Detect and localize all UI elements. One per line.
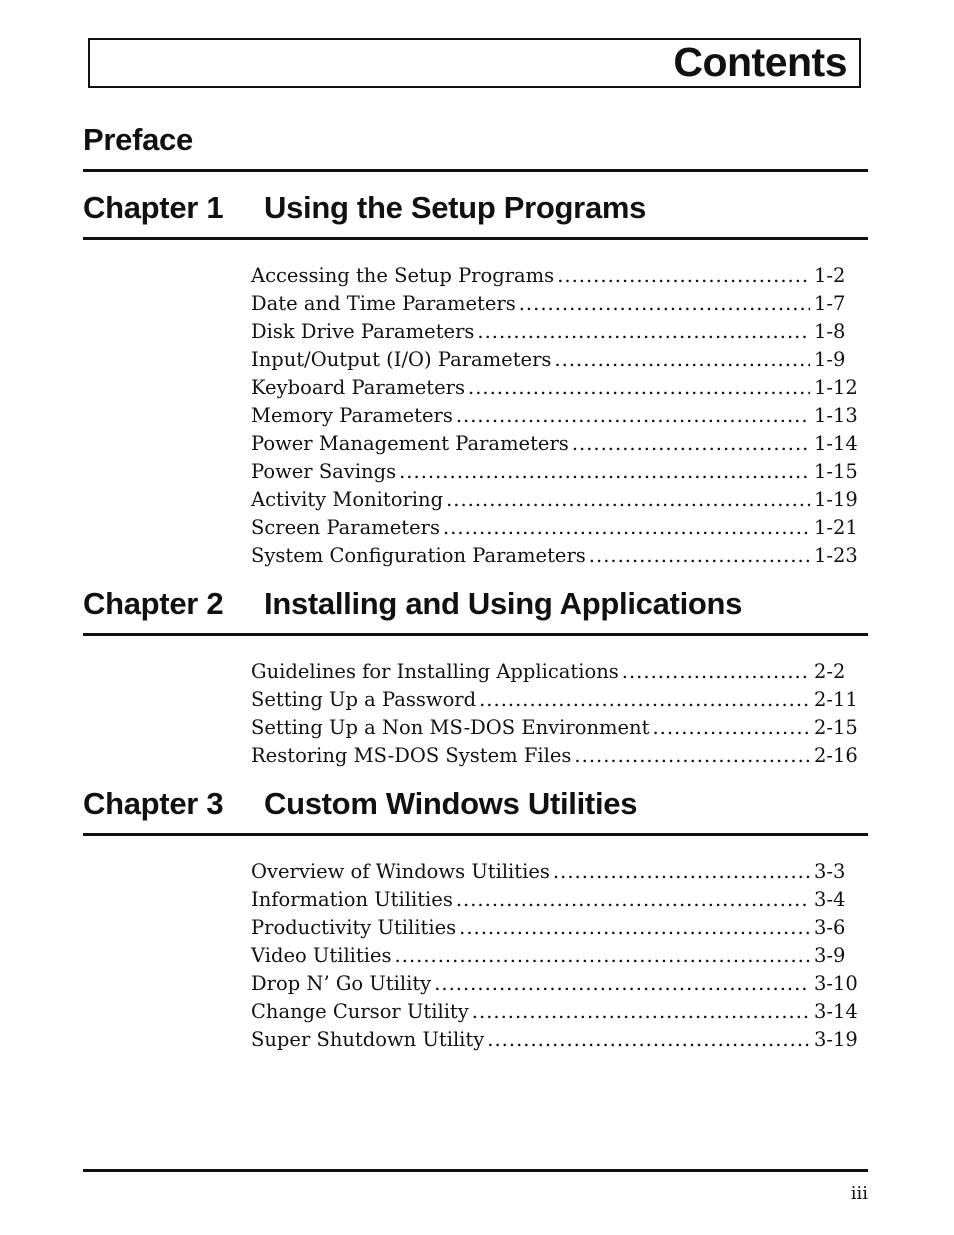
entry-label: Accessing the Setup Programs — [251, 264, 555, 287]
entry-page: 1-14 — [814, 432, 858, 455]
entry-label: Overview of Windows Utilities — [251, 860, 550, 883]
toc-entry[interactable] — [251, 514, 864, 542]
entry-page: 3-9 — [814, 944, 846, 967]
chapter-3-heading[interactable] — [83, 786, 868, 836]
toc-entry[interactable] — [251, 942, 864, 970]
dot-leader — [652, 714, 810, 742]
dot-leader — [459, 914, 810, 942]
entry-page: 1-13 — [814, 404, 858, 427]
chapter-2-entries — [251, 658, 864, 770]
dot-leader — [589, 542, 810, 570]
page-number: iii — [850, 1183, 868, 1204]
dot-leader — [468, 374, 810, 402]
dot-leader — [456, 886, 810, 914]
dot-leader — [572, 430, 810, 458]
toc-entry[interactable] — [251, 742, 864, 770]
entry-label: Video Utilities — [251, 944, 392, 967]
toc-entry[interactable] — [251, 290, 864, 318]
chapter-1-heading[interactable] — [83, 190, 868, 240]
toc-entry[interactable] — [251, 1026, 864, 1054]
entry-page: 2-15 — [814, 716, 858, 739]
toc-entry[interactable] — [251, 858, 864, 886]
toc-entry[interactable] — [251, 486, 864, 514]
entry-label: Super Shutdown Utility — [251, 1028, 485, 1051]
dot-leader — [487, 1026, 810, 1054]
entry-label: Input/Output (I/O) Parameters — [251, 348, 552, 371]
entry-label: Activity Monitoring — [251, 488, 444, 511]
entry-page: 3-14 — [814, 1000, 858, 1023]
entry-label: Disk Drive Parameters — [251, 320, 475, 343]
dot-leader — [479, 686, 810, 714]
dot-leader — [553, 858, 810, 886]
toc-entry[interactable] — [251, 970, 864, 998]
entry-label: Date and Time Parameters — [251, 292, 516, 315]
toc-entry[interactable] — [251, 542, 864, 570]
footer-rule — [83, 1169, 868, 1172]
preface-label: Preface — [83, 122, 193, 157]
chapter-title: Using the Setup Programs — [264, 190, 647, 225]
toc-entry[interactable] — [251, 402, 864, 430]
toc-entry[interactable] — [251, 458, 864, 486]
entry-page: 1-23 — [814, 544, 858, 567]
entry-page: 2-16 — [814, 744, 858, 767]
toc-entry[interactable] — [251, 318, 864, 346]
dot-leader — [443, 514, 810, 542]
entry-page: 1-15 — [814, 460, 858, 483]
dot-leader — [399, 458, 810, 486]
entry-page: 3-4 — [814, 888, 846, 911]
dot-leader — [446, 486, 810, 514]
entry-label: Memory Parameters — [251, 404, 453, 427]
entry-label: Setting Up a Password — [251, 688, 477, 711]
entry-page: 1-7 — [814, 292, 846, 315]
preface-heading[interactable] — [83, 122, 868, 172]
toc-entry[interactable] — [251, 374, 864, 402]
entry-page: 1-9 — [814, 348, 846, 371]
toc-entry[interactable] — [251, 914, 864, 942]
entry-page: 1-8 — [814, 320, 846, 343]
entry-page: 3-19 — [814, 1028, 858, 1051]
dot-leader — [434, 970, 810, 998]
toc-entry[interactable] — [251, 658, 864, 686]
entry-page: 3-10 — [814, 972, 858, 995]
entry-label: Information Utilities — [251, 888, 453, 911]
contents-title-box — [88, 38, 861, 88]
chapter-number: Chapter 3 — [83, 786, 224, 821]
chapter-1-entries — [251, 262, 864, 570]
chapter-number: Chapter 2 — [83, 586, 224, 621]
entry-page: 1-19 — [814, 488, 858, 511]
entry-label: Keyboard Parameters — [251, 376, 466, 399]
entry-page: 1-2 — [814, 264, 846, 287]
entry-label: Power Savings — [251, 460, 397, 483]
entry-label: Restoring MS-DOS System Files — [251, 744, 572, 767]
dot-leader — [395, 942, 810, 970]
entry-label: Power Management Parameters — [251, 432, 569, 455]
entry-page: 1-12 — [814, 376, 858, 399]
toc-entry[interactable] — [251, 430, 864, 458]
chapter-title: Custom Windows Utilities — [264, 786, 638, 821]
toc-entry[interactable] — [251, 262, 864, 290]
dot-leader — [456, 402, 810, 430]
entry-label: Guidelines for Installing Applications — [251, 660, 619, 683]
dot-leader — [519, 290, 810, 318]
toc-entry[interactable] — [251, 714, 864, 742]
entry-label: Drop N’ Go Utility — [251, 972, 432, 995]
dot-leader — [622, 658, 810, 686]
entry-page: 2-2 — [814, 660, 846, 683]
entry-label: Productivity Utilities — [251, 916, 457, 939]
toc-entry[interactable] — [251, 686, 864, 714]
toc-entry[interactable] — [251, 886, 864, 914]
toc-entry[interactable] — [251, 346, 864, 374]
entry-page: 2-11 — [814, 688, 858, 711]
chapter-number: Chapter 1 — [83, 190, 224, 225]
chapter-title: Installing and Using Applications — [264, 586, 743, 621]
entry-label: Setting Up a Non MS-DOS Environment — [251, 716, 650, 739]
dot-leader — [557, 262, 810, 290]
dot-leader — [477, 318, 810, 346]
entry-page: 1-21 — [814, 516, 858, 539]
entry-label: Screen Parameters — [251, 516, 440, 539]
entry-label: Change Cursor Utility — [251, 1000, 469, 1023]
chapter-2-heading[interactable] — [83, 586, 868, 636]
entry-page: 3-3 — [814, 860, 846, 883]
dot-leader — [554, 346, 810, 374]
chapter-3-entries — [251, 858, 864, 1054]
dot-leader — [574, 742, 810, 770]
entry-label: System Configuration Parameters — [251, 544, 586, 567]
page-title: Contents — [673, 39, 847, 85]
entry-page: 3-6 — [814, 916, 846, 939]
dot-leader — [472, 998, 810, 1026]
toc-entry[interactable] — [251, 998, 864, 1026]
